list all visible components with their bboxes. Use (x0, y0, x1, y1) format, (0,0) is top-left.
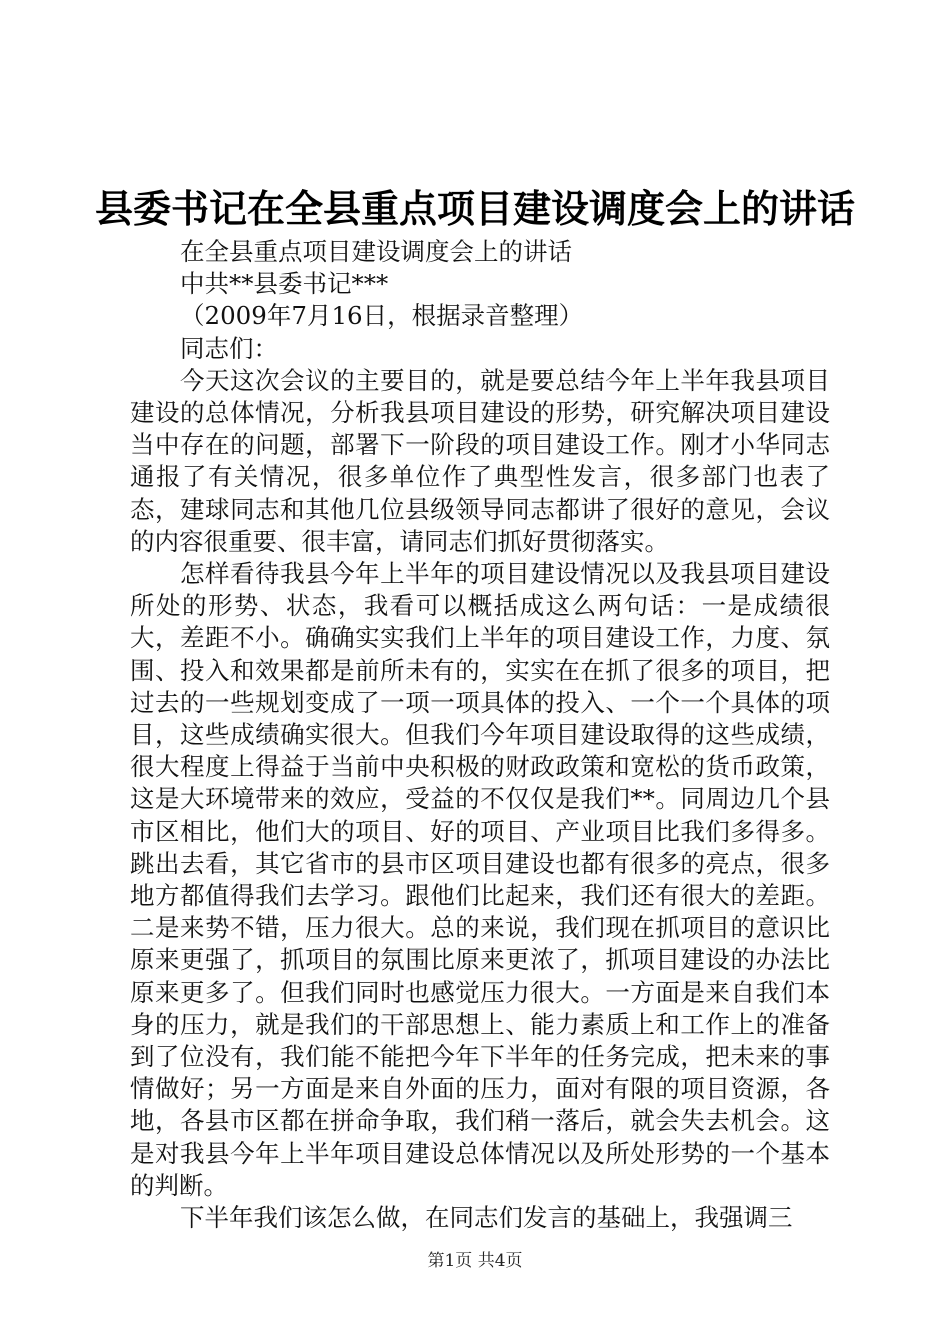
document-title: 县委书记在全县重点项目建设调度会上的讲话 (94, 186, 855, 231)
paragraph: 今天这次会议的主要目的，就是要总结今年上半年我县项目建设的总体情况，分析我县项目建设的形势，研究解决项目建设当中存在的问题，部署下一阶段的项目建设工作。刚才小华同志通报了有关情况，很多单位作了典型性发言，很多部门也表了态，建球同志和其他几位县级领导同志都讲了很好的意见，会议的内容很重要、很丰富，请同志们抓好贯彻落实。 (130, 365, 830, 556)
speaker-line: 中共**县委书记*** (180, 269, 389, 299)
document-body (130, 236, 830, 1234)
salutation: 同志们： (180, 333, 278, 363)
paragraph: 下半年我们该怎么做，在同志们发言的基础上，我强调三 (180, 1203, 793, 1233)
speech-heading: 在全县重点项目建设调度会上的讲话 (180, 237, 572, 266)
paragraph: 怎样看待我县今年上半年的项目建设情况以及我县项目建设所处的形势、状态，我看可以概括成这么两句话：一是成绩很大，差距不小。确确实实我们上半年的项目建设工作，力度、氛围、投入和效果都是前所未有的，实实在在抓了很多的项目，把过去的一些规划变成了一项一项具体的投入、一个一个具体的项目，这些成绩确实很大。但我们今年项目建设取得的这些成绩，很大程度上得益于当前中央积极的财政政策和宽松的货币政策，这是大环境带来的效应，受益的不仅仅是我们**。同周边几个县市区相比，他们大的项目、好的项目、产业项目比我们多得多。跳出去看，其它省市的县市区项目建设也都有很多的亮点，很多地方都值得我们去学习。跟他们比起来，我们还有很大的差距。二是来势不错，压力很大。总的来说，我们现在抓项目的意识比原来更强了，抓项目的氛围比原来更浓了，抓项目建设的办法比原来更多了。但我们同时也感觉压力很大。一方面是来自我们本身的压力，就是我们的干部思想上、能力素质上和工作上的准备到了位没有，我们能不能把今年下半年的任务完成，把未来的事情做好；另一方面是来自外面的压力，面对有限的项目资源，各地，各县市区都在拼命争取，我们稍一落后，就会失去机会。这是对我县今年上半年项目建设总体情况以及所处形势的一个基本的判断。 (130, 559, 830, 1200)
page-footer: 第1页 共4页 (427, 1251, 523, 1271)
date-note: （2009年7月16日，根据录音整理） (180, 301, 584, 331)
